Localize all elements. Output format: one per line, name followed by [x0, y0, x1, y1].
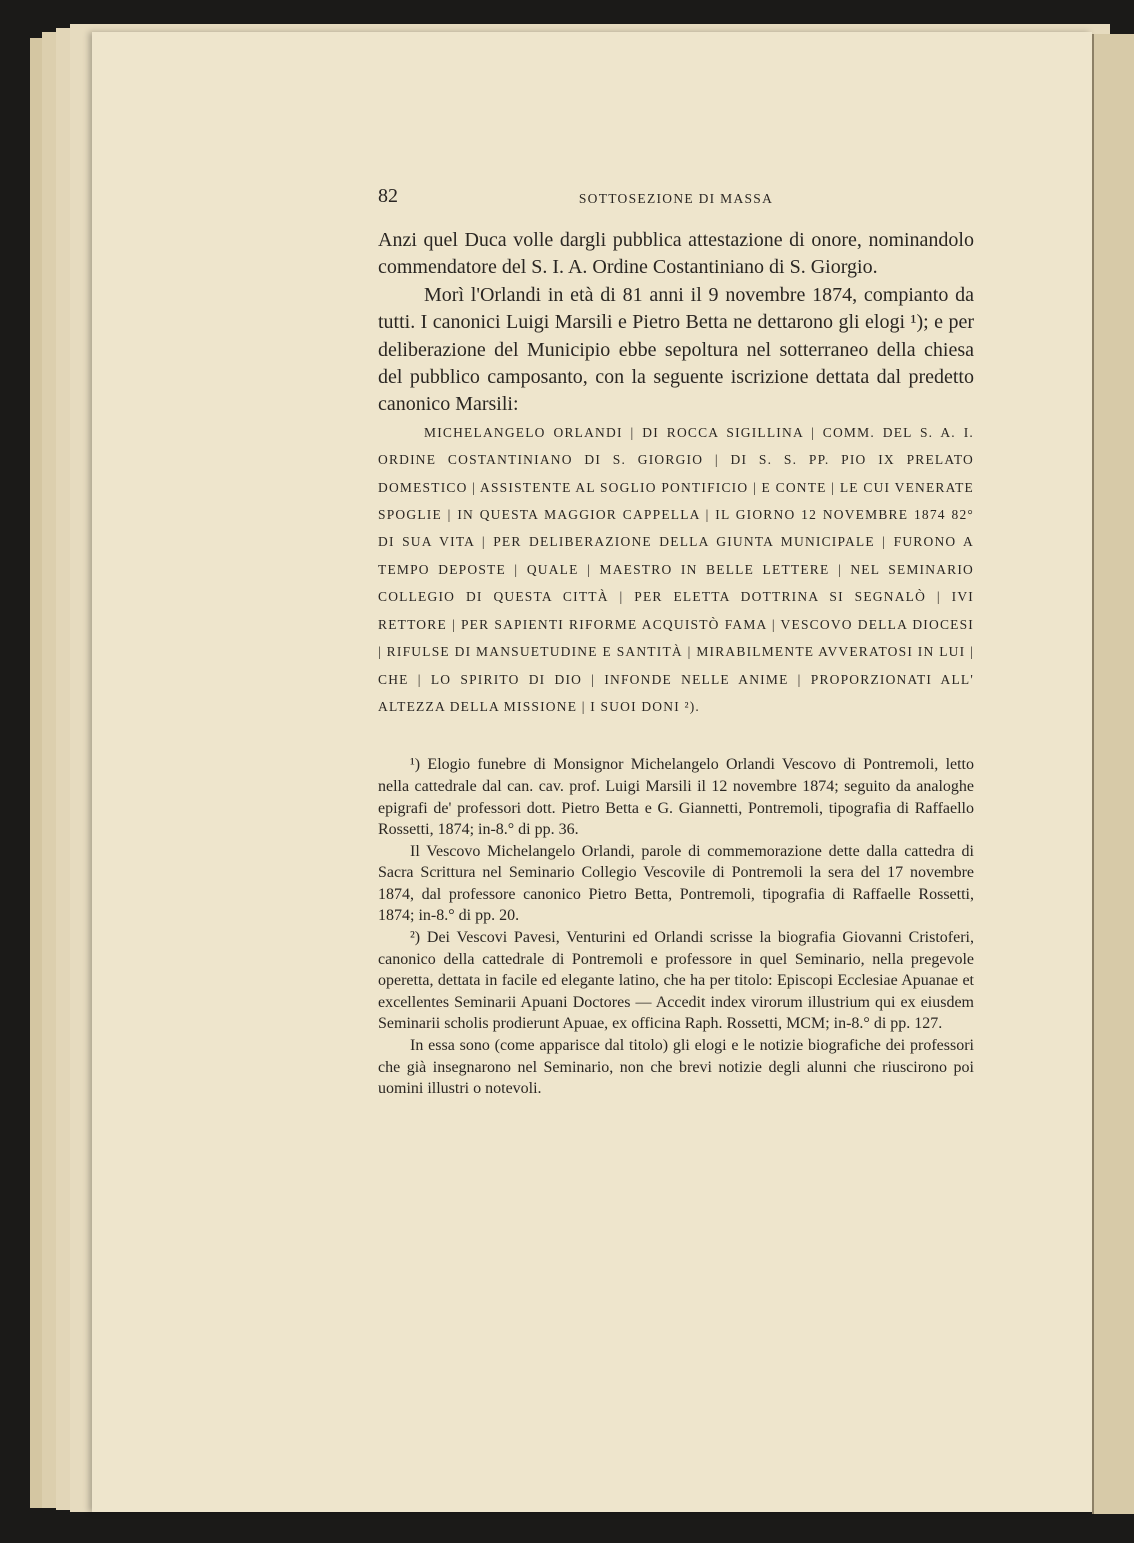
- body-text: [378, 227, 974, 419]
- footnote-1a: ¹) Elogio funebre di Monsignor Michelangelo Orlandi Vescovo di Pontremoli, letto nella cattedrale dal can. cav. prof. Luigi Marsili il 12 novembre 1874; seguito da analoghe epigrafi de' professori dott. Pietro Betta e G. Giannetti, Pontremoli, tipografia di Raffaello Rossetti, 1874; in-8.° di pp. 36.: [378, 756, 974, 839]
- paragraph-1: Anzi quel Duca volle dargli pubblica attestazione di onore, nominandolo commendatore del S. I. A. Ordine Costantiniano di S. Giorgio.: [378, 229, 974, 279]
- inscription: [378, 419, 974, 720]
- page-header: [378, 185, 974, 227]
- inscription-text: MICHELANGELO ORLANDI | DI ROCCA SIGILLINA | COMM. DEL S. A. I. ORDINE COSTANTINIANO DI S. GIORGIO | DI S. S. PP. PIO IX PRELATO DOMESTICO | ASSISTENTE AL SOGLIO PONTIFICIO | E CONTE | LE CUI VENERATE SPOGLIE | IN QUESTA MAGGIOR CAPPELLA | IL GIORNO 12 NOVEMBRE 1874 82° DI SUA VITA | PER DELIBERAZIONE DELLA GIUNTA MUNICIPALE | FURONO A TEMPO DEPOSTE | QUALE | MAESTRO IN BELLE LETTERE | NEL SEMINARIO COLLEGIO DI QUESTA CITTÀ | PER ELETTA DOTTRINA SI SEGNALÒ | IVI RETTORE | PER SAPIENTI RIFORME ACQUISTÒ FAMA | VESCOVO DELLA DIOCESI | RIFULSE DI MANSUETUDINE E SANTITÀ | MIRABILMENTE AVVERATOSI IN LUI | CHE | LO SPIRITO DI DIO | INFONDE NELLE ANIME | PROPORZIONATI ALL' ALTEZZA DELLA MISSIONE | I SUOI DONI ²).: [378, 424, 974, 714]
- page-number: 82: [378, 185, 398, 207]
- footnote-2a: ²) Dei Vescovi Pavesi, Venturini ed Orlandi scrisse la biografia Giovanni Cristoferi, canonico della cattedrale di Pontremoli e professore in quel Seminario, nella pregevole operetta, dettata in facile ed elegante latino, che ha per titolo: Episcopi Ecclesiae Apuanae et excellentes Seminarii Apuani Doctores — Accedit index virorum illustrium qui ex eiusdem Seminarii scholis prodierunt Apuae, ex officina Raph. Rossetti, MCM; in-8.° di pp. 127.: [378, 929, 974, 1033]
- footnote-1b: Il Vescovo Michelangelo Orlandi, parole di commemorazione dette dalla cattedra di Sacra Scrittura nel Seminario Collegio Vescovile di Pontremoli la sera del 17 novembre 1874, dal professore canonico Pietro Betta, Pontremoli, tipografia di Raffaelle Rossetti, 1874; in-8.° di pp. 20.: [378, 842, 974, 925]
- page-content: [378, 185, 974, 1100]
- paragraph-2: Morì l'Orlandi in età di 81 anni il 9 novembre 1874, compianto da tutti. I canonici Luigi Marsili e Pietro Betta ne dettarono gli elogi ¹); e per deliberazione del Municipio ebbe sepoltura nel sotterraneo della chiesa del pubblico camposanto, con la seguente iscrizione dettata dal predetto canonico Marsili:: [378, 283, 974, 416]
- footnote-2b: In essa sono (come apparisce dal titolo) gli elogi e le notizie biografiche dei professori che già insegnarono nel Seminario, non che brevi notizie degli alunni che riuscirono poi uomini illustri o notevoli.: [378, 1037, 974, 1098]
- facing-page-edge: [1092, 34, 1134, 1514]
- running-head: SOTTOSEZIONE DI MASSA: [578, 191, 774, 206]
- footnotes: [378, 754, 974, 1100]
